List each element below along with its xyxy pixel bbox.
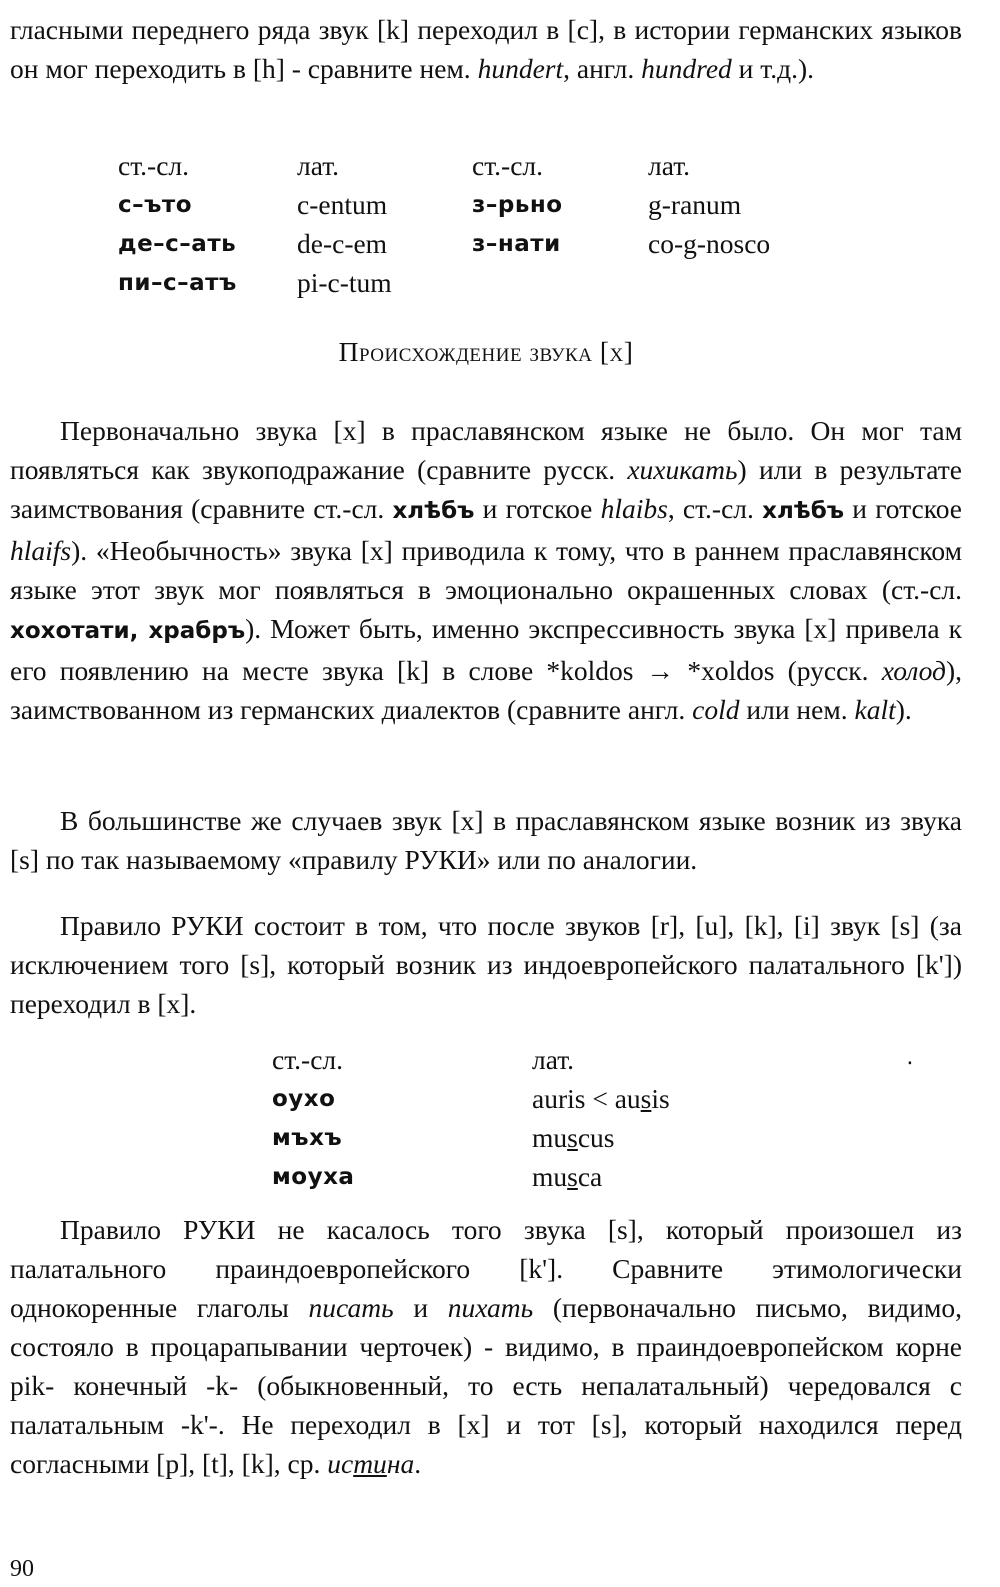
table1-header-oldslavic-1: ст.-сл.	[118, 150, 189, 181]
page-number: 90	[10, 1556, 34, 1582]
english-word: hundred	[641, 53, 732, 84]
section-heading: Происхождение звука [x]	[338, 336, 634, 367]
table2-cell: мъхъ	[272, 1125, 343, 1151]
table1-cell: де–с–ать	[118, 231, 237, 257]
table2-cell: auris < ausis	[532, 1083, 670, 1114]
table1-header-latin-1: лат.	[297, 150, 340, 181]
table1-cell: з–рьно	[472, 192, 563, 218]
oldslavic-word: хохотати, храбръ	[10, 618, 246, 644]
oldslavic-word: хлѣбъ	[392, 498, 475, 524]
paragraph-origin-x: Первоначально звука [x] в праславянском языке не было. Он мог там появляться как звукоподражание (сравните русск. хихикать) или в результате заимствования (сравните ст.-сл. хлѣбъ и готское hlaibs, ст.-сл. хлѣбъ и готское hlaifs). «Необычность» звука [x] приводила к тому, что в раннем праславянском языке этот звук мог появляться в эмоционально окрашенных словах (ст.-сл. хохотати, храбръ). Может быть, именно экспрессивность звука [x] привела к его появлению на месте звука [k] в слове *koldos → *xoldos (русск. холод), заимствованном из германских диалектов (сравните англ. cold или нем. kalt).	[10, 415, 963, 725]
top-paragraph: гласными переднего ряда звук [k] переходил в [c], в истории германских языков он мог переходить в [h] - сравните нем. hundert, англ. hundred и т.д.).	[10, 14, 962, 84]
stray-mark: ٠	[904, 1049, 916, 1074]
table1-cell: g-ranum	[648, 189, 742, 220]
table1-cell: пи–с–атъ	[118, 270, 237, 296]
table2-header-oldslavic: ст.-сл.	[272, 1044, 343, 1075]
table1-cell: co-g-nosco	[648, 228, 771, 259]
oldslavic-word: хлѣбъ	[762, 498, 845, 524]
table1-cell: de-c-em	[297, 228, 388, 259]
german-word: hundert	[477, 53, 564, 84]
table1-cell: pi-c-tum	[297, 267, 392, 298]
table2-cell: моуха	[272, 1164, 355, 1190]
table1-cell: з–нати	[472, 231, 561, 257]
paragraph-ruki-exception: Правило РУКИ не касалось того звука [s], который произошел из палатального праиндоевропейского [k']. Сравните этимологически однокоренные глаголы писать и пихать (первоначально письмо, видимо, состояло в процарапывании черточек) - видимо, в праиндоевропейском корне pik- конечный -k- (обыкновенный, то есть непалатальный) чередовался с палатальным -k'-. Не переходил в [x] и тот [s], который находился перед согласными [p], [t], [k], ср. истина.	[10, 1214, 963, 1479]
table2-header-latin: лат.	[532, 1044, 575, 1075]
table2-cell: оухо	[272, 1086, 336, 1112]
table2-cell: musca	[532, 1161, 603, 1192]
table1-cell: c-entum	[297, 189, 388, 220]
table1-header-latin-2: лат.	[648, 150, 691, 181]
table1-cell: с–ъто	[118, 192, 193, 218]
paragraph-ruki-intro: В большинстве же случаев звук [x] в праславянском языке возник из звука [s] по так называемому «правилу РУКИ» или по аналогии.	[10, 805, 962, 875]
table2-cell: muscus	[532, 1122, 615, 1153]
paragraph-ruki-rule: Правило РУКИ состоит в том, что после звуков [r], [u], [k], [i] звук [s] (за исключением того [s], который возник из индоевропейского палатального [k']) переходил в [x].	[10, 910, 962, 1019]
table1-header-oldslavic-2: ст.-сл.	[472, 150, 543, 181]
example-word: истина	[327, 1448, 415, 1479]
